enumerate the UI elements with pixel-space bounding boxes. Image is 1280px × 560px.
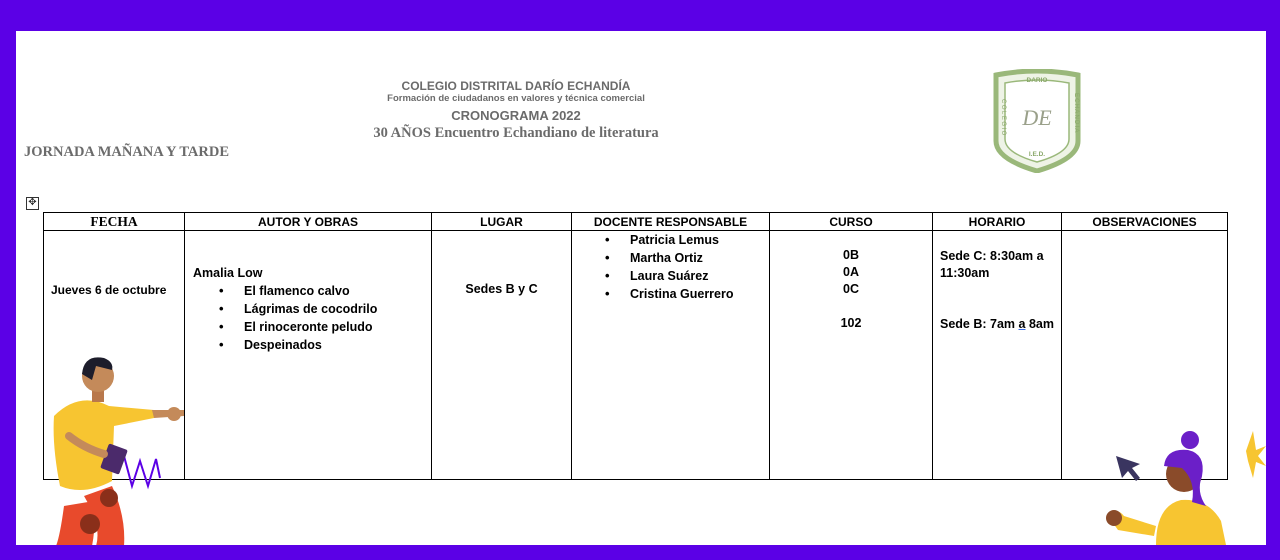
table-header-row — [44, 213, 1228, 231]
horario-sede-b — [940, 316, 1054, 333]
logo-right-text: ECHANDIA — [1073, 93, 1079, 134]
header-docente: DOCENTE RESPONSABLE — [572, 213, 770, 231]
list-item: • Cristina Guerrero — [605, 285, 734, 303]
logo-initials: DE — [1022, 105, 1052, 130]
table-move-handle[interactable]: ✥ — [26, 197, 39, 210]
header-curso: CURSO — [770, 213, 933, 231]
school-name: COLEGIO DISTRITAL DARÍO ECHANDÍA — [401, 79, 631, 93]
schedule-table — [43, 212, 1228, 480]
school-motto: Formación de ciudadanos en valores y técnica comercial — [387, 93, 645, 104]
school-logo — [992, 69, 1082, 173]
list-item: • El flamenco calvo — [219, 282, 377, 300]
girl-illustration — [1096, 426, 1266, 545]
teachers-list — [605, 231, 734, 303]
logo-bottom-text: I.E.D. — [1028, 151, 1046, 158]
author-name: Amalia Low — [193, 266, 263, 280]
curso-value: 0B — [843, 248, 859, 262]
table-row — [44, 231, 1228, 480]
header-observaciones: OBSERVACIONES — [1062, 213, 1228, 231]
works-list — [219, 282, 377, 354]
event-title: 30 AÑOS Encuentro Echandiano de literatura — [373, 125, 659, 141]
curso-value: 0C — [843, 282, 859, 296]
cell-docente — [572, 231, 770, 480]
schedule-title: CRONOGRAMA 2022 — [451, 108, 581, 123]
cell-curso — [770, 231, 933, 480]
logo-left-text: COLEGIO — [1000, 99, 1006, 137]
horario-b-text: Sede B: 7am — [940, 317, 1019, 331]
list-item: • Patricia Lemus — [605, 231, 734, 249]
header-fecha: FECHA — [44, 213, 185, 231]
lugar-value: Sedes B y C — [465, 282, 538, 296]
list-item: • Martha Ortiz — [605, 249, 734, 267]
curso-value: 102 — [840, 316, 862, 330]
header-autor: AUTOR Y OBRAS — [185, 213, 432, 231]
list-item: • El rinoceronte peludo — [219, 318, 377, 336]
list-item: • Laura Suárez — [605, 267, 734, 285]
list-item: • Despeinados — [219, 336, 377, 354]
logo-top-text: DARIO — [1026, 77, 1048, 84]
horario-sede-c: Sede C: 8:30am a 11:30am — [940, 249, 1044, 280]
document-page — [16, 31, 1266, 545]
shift-label: JORNADA MAÑANA Y TARDE — [24, 144, 230, 160]
cell-lugar — [432, 231, 572, 480]
boy-illustration — [34, 336, 194, 545]
cell-horario — [933, 231, 1062, 480]
curso-value: 0A — [843, 265, 859, 279]
header-lugar: LUGAR — [432, 213, 572, 231]
spellcheck-underlined-word: a — [1018, 317, 1026, 331]
header-horario: HORARIO — [933, 213, 1062, 231]
fecha-value: Jueves 6 de octubre — [51, 283, 167, 297]
list-item: • Lágrimas de cocodrilo — [219, 300, 377, 318]
horario-b-text: 8am — [1025, 317, 1054, 331]
cell-autor — [185, 231, 432, 480]
